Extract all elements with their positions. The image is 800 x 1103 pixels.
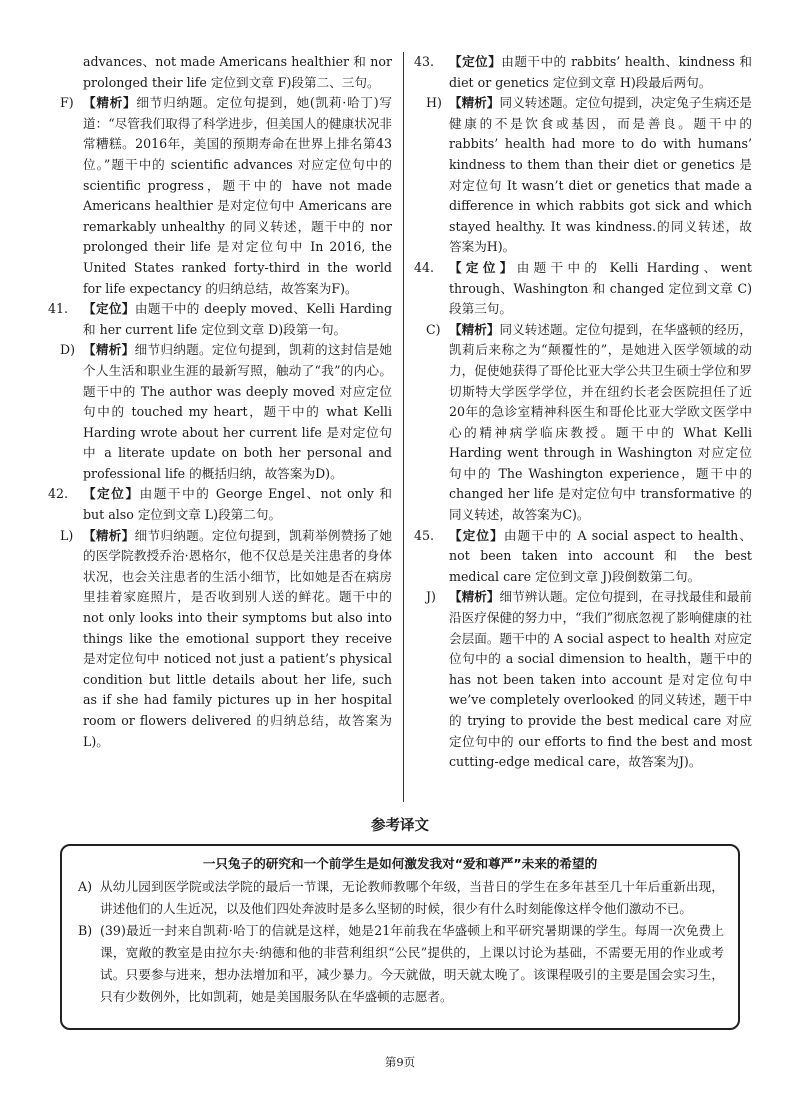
- entry-text: 由题干中的 A social aspect to health、not been taken into account 和 the best medical care 定位到文章 J)段倒数第二句。: [449, 527, 753, 584]
- entry-text: 由题干中的 George Engel、not only 和 but also 定位到文章 L)段第二句。: [83, 486, 392, 523]
- right-column: [414, 52, 752, 773]
- answer-entry: [414, 320, 752, 526]
- translation-box: [60, 844, 740, 1030]
- entry-text: advances、not made Americans healthier 和 nor prolonged their life 定位到文章 F)段第二、三句。: [83, 54, 392, 90]
- paragraph-text: 从幼儿园到医学院或法学院的最后一节课，无论教师教哪个年级，当昔日的学生在多年甚至几十年后重新出现，讲述他们的人生近况，以及他们四处奔波时是多么坚韧的时候，很少有什么时刻能像这样令他们激动不已。: [100, 879, 724, 916]
- entry-text: 由题干中的 rabbits’ health、kindness 和 diet or genetics 定位到文章 H)段最后两句。: [449, 54, 753, 90]
- entry-label: H): [426, 95, 442, 111]
- entry-label: D): [60, 342, 76, 358]
- entry-label: 44.: [414, 259, 435, 275]
- entry-text: 同义转述题。定位句提到，在华盛顿的经历，凯莉后来称之为“颠覆性的”，是她进入医学领域的动力，促使她获得了哥伦比亚大学公共卫生硕士学位和罗切斯特大学医学学位，并在纽约长老会医院担任了近20年的急诊室精神科医生和哥伦比亚大学欧文医学中心的精神病学临床教授。题干中的 What Kelli Harding went through in Washington 对应定位句中的 The Washington experience，题干中的 changed her life 是对定位句中 transformative 的同义转述，故答案为C)。: [449, 321, 753, 523]
- paragraph-text: (39)最近一封来自凯莉·哈丁的信就是这样，她是21年前我在华盛顿上和平研究暑期课的学生。每周一次免费上课，宽敞的教室是由拉尔夫·纳德和他的非营利组织“公民”提供的，上课以讨论为基础，不需要无用的作业或考试。只要参与进来，想办法增加和平，减少暴力。今天就做，明天就太晚了。该课程吸引的主要是国会实习生，只有少数例外，比如凯莉，她是美国服务队在华盛顿的志愿者。: [100, 923, 724, 1004]
- entry-label: J): [426, 589, 436, 605]
- entry-text: 细节归纳题。定位句提到，凯莉的这封信是她个人生活和职业生涯的最新写照，触动了“我”的内心。题干中的 The author was deeply moved 对应定位句中的 touched my heart，题干中的 what Kelli Harding wrote about her current life 是对定位句中 a literate update on both her personal and professional life 的概括归纳，故答案为D)。: [83, 342, 393, 481]
- entry-label: 45.: [414, 527, 435, 543]
- entry-tag: 【定位】: [83, 301, 135, 317]
- answer-entry: [48, 93, 392, 299]
- translation-paragraph: [76, 876, 724, 920]
- answer-entry: [48, 52, 392, 93]
- paragraph-label: B): [78, 923, 93, 938]
- entry-text: 同义转述题。定位句提到，决定兔子生病还是健康的不是饮食或基因，而是善良。题干中的 rabbits’ health had more to do with humans’ kindness to them than their diet or genetics 是对定位句 It wasn’t diet or genetics that made a difference in which rabbits got sick and which stayed healthy. It was kindness.的同义转述，故答案为H)。: [449, 95, 753, 255]
- entry-tag: 【定位】: [449, 259, 517, 275]
- entry-label: 41.: [48, 301, 69, 317]
- entry-label: C): [426, 321, 441, 337]
- entry-label: 43.: [414, 54, 435, 69]
- answer-entry: [414, 526, 752, 588]
- entry-text: 细节归纳题。定位句提到，她(凯莉·哈丁)写道：“尽管我们取得了科学进步，但美国人的健康状况非常糟糕。2016年，美国的预期寿命在世界上排名第43位。”题干中的 scientific advances 对应定位句中的 scientific progress，题干中的 have not made Americans healthier 是对定位句中 Americans are remarkably unhealthy 的同义转述，题干中的 nor prolonged their life 是对定位句中 In 2016, the United States ranked forty-third in the world for life expectancy 的归纳总结，故答案为F)。: [83, 95, 392, 296]
- entry-label: 42.: [48, 486, 69, 502]
- answer-entry: [48, 526, 392, 753]
- entry-tag: 【精析】: [449, 95, 500, 111]
- entry-tag: 【精析】: [449, 321, 500, 337]
- page-number: 第9页: [384, 1055, 416, 1069]
- paragraph-label: A): [78, 879, 93, 894]
- entry-text: 细节辨认题。定位句提到，在寻找最佳和最前沿医疗保健的努力中，“我们”彻底忽视了影响健康的社会层面。题干中的 A social aspect to health 对应定位句中的 a social dimension to health，题干中的 has not been taken into account 是对定位句中 we’ve completely overlooked 的同义转述，题干中的 trying to provide the best medical care 对应定位句中的 our efforts to find the best and most cutting-edge medical care，故答案为J)。: [449, 589, 753, 770]
- section-title: 参考译文: [371, 818, 429, 834]
- entry-text: 由题干中的 deeply moved、Kelli Harding 和 her current life 定位到文章 D)段第一句。: [83, 301, 393, 337]
- answer-entry: [414, 93, 752, 258]
- answer-entry: [48, 299, 392, 340]
- entry-label: F): [60, 95, 74, 111]
- translation-title: 一只兔子的研究和一个前学生是如何激发我对“爱和尊严”未来的希望的: [202, 856, 598, 871]
- answer-entry: [48, 484, 392, 525]
- column-divider: [403, 52, 404, 802]
- entry-tag: 【定位】: [449, 54, 502, 69]
- entry-label: L): [60, 527, 74, 543]
- entry-text: 由题干中的 Kelli Harding、went through、Washington 和 changed 定位到文章 C)段第三句。: [449, 259, 752, 317]
- entry-tag: 【定位】: [449, 527, 504, 543]
- entry-tag: 【精析】: [83, 342, 135, 358]
- answer-entry: [48, 340, 392, 484]
- entry-tag: 【精析】: [83, 527, 135, 543]
- answer-entry: [414, 52, 752, 93]
- entry-tag: 【精析】: [449, 589, 500, 605]
- entry-tag: 【定位】: [83, 486, 140, 502]
- entry-tag: 【精析】: [83, 95, 137, 111]
- answer-entry: [414, 587, 752, 772]
- translation-paragraph: [76, 920, 724, 1008]
- answer-entry: [414, 258, 752, 320]
- left-column: [48, 52, 392, 752]
- entry-text: 细节归纳题。定位句提到，凯莉举例赞扬了她的医学院教授乔治·恩格尔，他不仅总是关注患者的身体状况，也会关注患者的生活小细节，比如她是否在病房里挂着家庭照片，是否收到别人送的鲜花。题干中的 not only looks into their symptoms but also into things like the emotional support they receive 是对定位句中 noticed not just a patient’s physical condition but little details about her life, such as if she had family pictures up in her hospital room or flowers delivered 的归纳总结，故答案为L)。: [83, 527, 393, 749]
